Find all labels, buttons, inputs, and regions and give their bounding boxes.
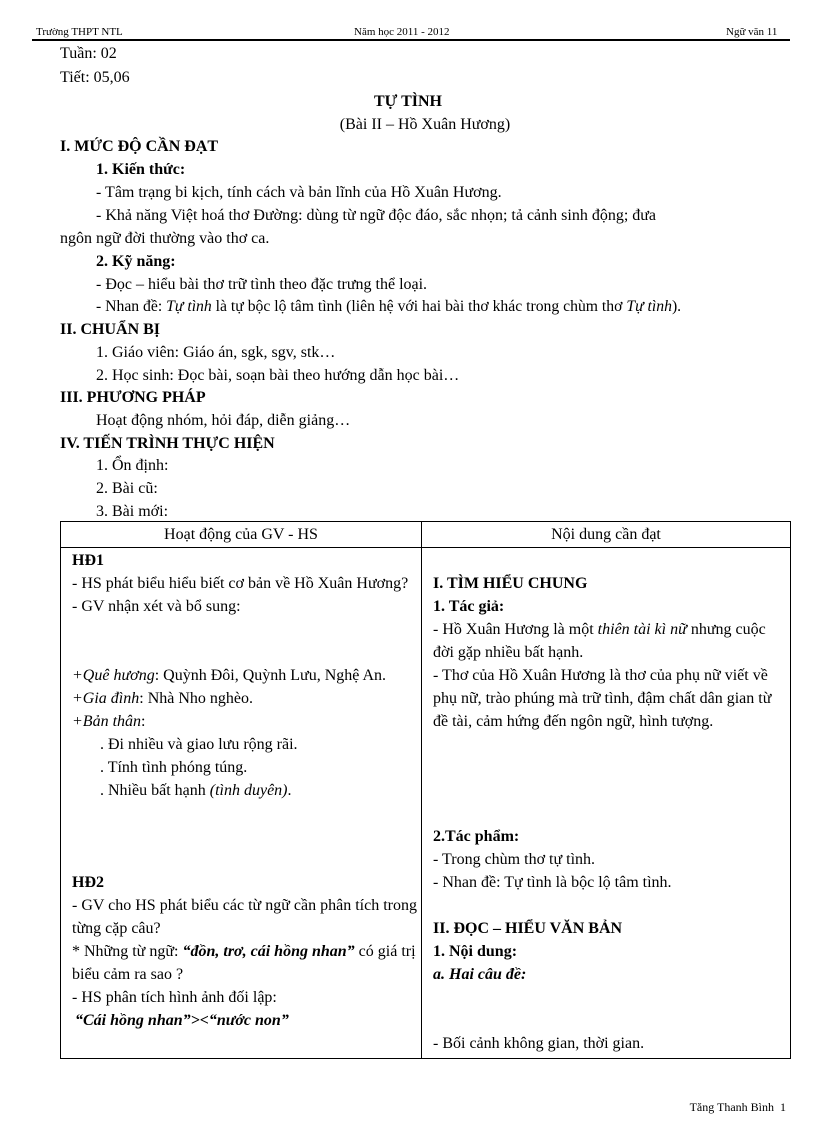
section-3-heading: III. PHƯƠNG PHÁP: [60, 389, 206, 406]
header-rule: [32, 39, 790, 41]
knowledge-item-2b: ngôn ngữ đời thường vào thơ ca.: [60, 230, 270, 247]
header-school: Trường THPT NTL: [36, 26, 123, 38]
activity-self-3: . Nhiều bất hạnh (tình duyên).: [100, 782, 292, 799]
step-3: 3. Bài mới:: [96, 503, 169, 520]
activity-question-3: * Những từ ngữ: “đồn, trơ, cái hồng nhan” có giá trị biểu cảm ra sao ?: [72, 943, 416, 983]
content-work-2: - Nhan đề: Tự tình là bộc lộ tâm tình.: [433, 874, 672, 891]
lesson-table: [60, 521, 791, 1059]
table-header-row: [61, 522, 791, 548]
activity-hometown: +Quê hương: Quỳnh Đôi, Quỳnh Lưu, Nghệ An.: [72, 667, 387, 684]
activity-self-1: . Đi nhiều và giao lưu rộng rãi.: [100, 736, 298, 753]
activity-question-1: - HS phát biểu hiểu biết cơ bản về Hồ Xuân Hương?: [72, 575, 409, 592]
skill-heading: 2. Kỹ năng:: [96, 253, 176, 270]
activity-family: +Gia đình: Nhà Nho nghèo.: [72, 690, 254, 707]
prep-teacher: 1. Giáo viên: Giáo án, sgk, sgv, stk…: [96, 344, 336, 361]
footer: [690, 1100, 786, 1115]
content-content-heading: 1. Nội dung:: [433, 943, 518, 960]
step-1: 1. Ổn định:: [96, 457, 169, 474]
activity-contrast-quote: “Cái hồng nhan”><“nước non”: [75, 1012, 289, 1029]
section-4-heading: IV. TIẾN TRÌNH THỰC HIỆN: [60, 435, 275, 452]
footer-author: Tăng Thanh Bình: [689, 1100, 774, 1114]
week-label: Tuần: 02: [60, 45, 117, 62]
knowledge-item-1: - Tâm trạng bi kịch, tính cách và bản lĩnh của Hồ Xuân Hương.: [96, 184, 502, 201]
content-section-1: I. TÌM HIỂU CHUNG: [433, 575, 588, 592]
prep-student: 2. Học sinh: Đọc bài, soạn bài theo hướng dẫn học bài…: [96, 367, 460, 384]
hd1-label: HĐ1: [72, 552, 104, 569]
col-header-content: Nội dung cần đạt: [422, 522, 791, 548]
content-author-heading: 1. Tác giả:: [433, 598, 505, 615]
content-work-1: - Trong chùm thơ tự tình.: [433, 851, 596, 868]
content-author-2: - Thơ của Hồ Xuân Hương là thơ của phụ nữ viết về phụ nữ, trào phúng mà trữ tình, đậm chất dân gian từ đề tài, cảm hứng đến ngôn ngữ, hình tượng.: [433, 667, 772, 730]
period-label: Tiết: 05,06: [60, 69, 130, 86]
content-author-1: - Hồ Xuân Hương là một thiên tài kì nữ nhưng cuộc đời gặp nhiều bất hạnh.: [433, 621, 766, 661]
knowledge-item-2a: - Khả năng Việt hoá thơ Đường: dùng từ ngữ độc đáo, sắc nhọn; tả cảnh sinh động; đưa: [96, 207, 657, 224]
header-year: Năm học 2011 - 2012: [354, 26, 450, 38]
content-section-2: II. ĐỌC – HIỂU VĂN BẢN: [433, 920, 623, 937]
header-subject: Ngữ văn 11: [726, 26, 778, 38]
section-2-heading: II. CHUẨN BỊ: [60, 321, 161, 338]
activity-teacher-note: - GV nhận xét và bổ sung:: [72, 598, 241, 615]
activities-cell: [61, 548, 422, 1059]
page-number: 1: [780, 1100, 786, 1114]
table-row: [61, 548, 791, 1059]
col-header-activities: Hoạt động của GV - HS: [61, 522, 422, 548]
content-work-heading: 2.Tác phẩm:: [433, 828, 520, 845]
activity-contrast-intro: - HS phân tích hình ảnh đối lập:: [72, 989, 277, 1006]
activity-self-2: . Tính tình phóng túng.: [100, 759, 248, 776]
section-1-heading: I. MỨC ĐỘ CẦN ĐẠT: [60, 138, 219, 155]
content-cell: [422, 548, 791, 1059]
skill-item-1: - Đọc – hiểu bài thơ trữ tình theo đặc trưng thể loại.: [96, 276, 428, 293]
method-text: Hoạt động nhóm, hỏi đáp, diễn giảng…: [96, 412, 351, 429]
lesson-title: TỰ TÌNH: [373, 93, 442, 110]
content-opening-lines: a. Hai câu đề:: [433, 966, 527, 983]
hd2-label: HĐ2: [72, 874, 104, 891]
activity-question-2: - GV cho HS phát biểu các từ ngữ cần phân tích trong từng cặp câu?: [72, 897, 417, 937]
activity-self: +Bản thân:: [72, 713, 146, 730]
skill-item-2: - Nhan đề: Tự tình là tự bộc lộ tâm tình (liên hệ với hai bài thơ khác trong chùm thơ Tự tình).: [96, 298, 682, 315]
content-context: - Bối cảnh không gian, thời gian.: [433, 1035, 645, 1052]
step-2: 2. Bài cũ:: [96, 480, 158, 497]
knowledge-heading: 1. Kiến thức:: [96, 161, 186, 178]
lesson-subtitle: (Bài II – Hồ Xuân Hương): [339, 116, 511, 133]
